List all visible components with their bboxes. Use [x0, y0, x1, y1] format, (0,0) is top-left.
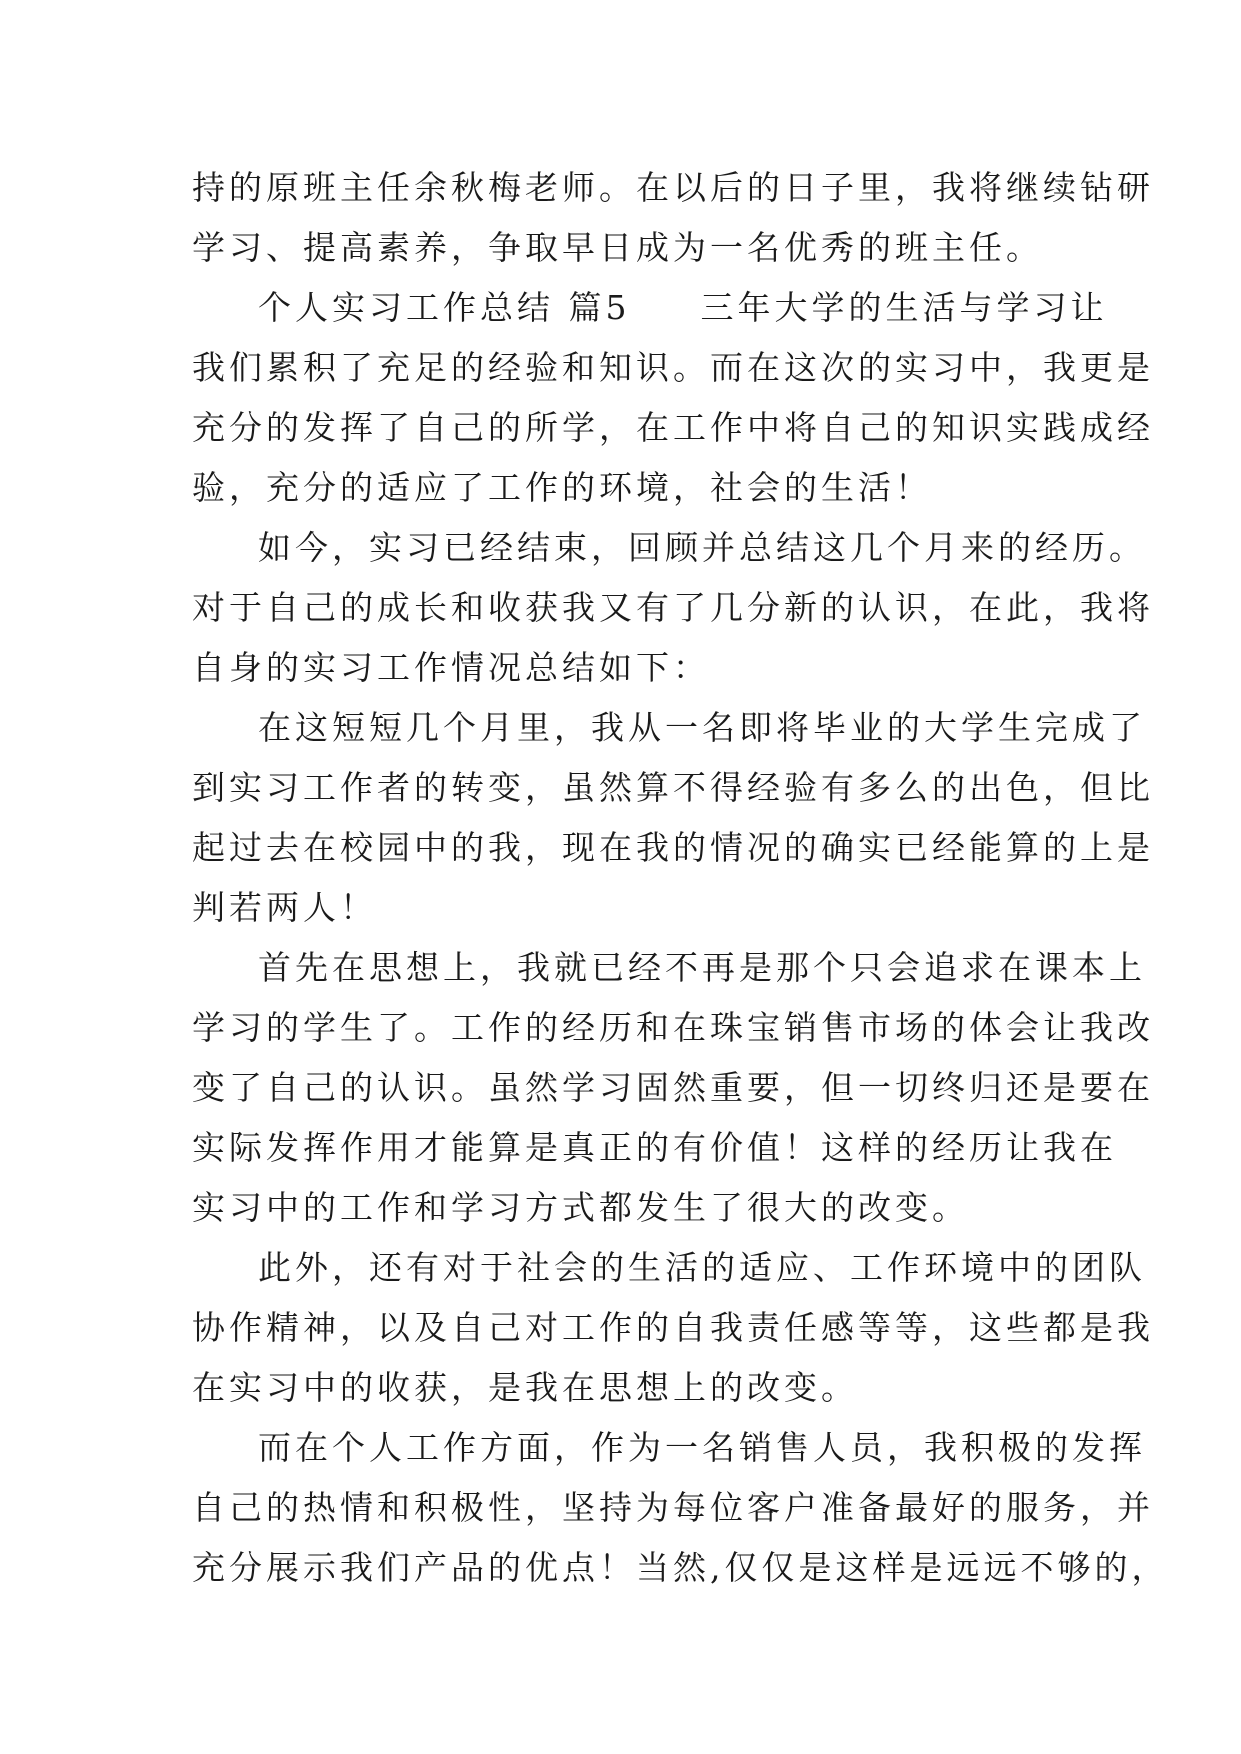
- section-heading-line: [192, 278, 1108, 338]
- text-line: 我们累积了充足的经验和知识。而在这次的实习中，我更是: [192, 348, 1154, 387]
- text-line: 首先在思想上，我就已经不再是那个只会追求在课本上: [258, 948, 1146, 987]
- text-line-tail: 三年大学的生活与学习让: [700, 288, 1108, 327]
- document-body: [192, 158, 1169, 1598]
- text-line: 对于自己的成长和收获我又有了几分新的认识，在此，我将: [192, 588, 1154, 627]
- text-line: 自身的实习工作情况总结如下：: [192, 648, 710, 687]
- text-line: 判若两人！: [192, 888, 377, 927]
- text-line: 实际发挥作用才能算是真正的有价值！这样的经历让我在: [192, 1128, 1117, 1167]
- text-line: 验，充分的适应了工作的环境，社会的生活！: [192, 468, 932, 507]
- text-line: 自己的热情和积极性，坚持为每位客户准备最好的服务，并: [192, 1488, 1154, 1527]
- text-line: 充分展示我们产品的优点！当然,仅仅是这样是远远不够的，: [192, 1548, 1169, 1587]
- text-line: 在这短短几个月里，我从一名即将毕业的大学生完成了: [258, 708, 1146, 747]
- text-line: 学习、提高素养，争取早日成为一名优秀的班主任。: [192, 228, 1043, 267]
- text-line: 学习的学生了。工作的经历和在珠宝销售市场的体会让我改: [192, 1008, 1154, 1047]
- text-line: 此外，还有对于社会的生活的适应、工作环境中的团队: [258, 1248, 1146, 1287]
- text-line: 在实习中的收获，是我在思想上的改变。: [192, 1368, 858, 1407]
- text-line: 实习中的工作和学习方式都发生了很大的改变。: [192, 1188, 969, 1227]
- text-line: 到实习工作者的转变，虽然算不得经验有多么的出色，但比: [192, 768, 1154, 807]
- text-line: 起过去在校园中的我，现在我的情况的确实已经能算的上是: [192, 828, 1154, 867]
- text-line: 而在个人工作方面，作为一名销售人员，我积极的发挥: [258, 1428, 1146, 1467]
- text-line: 如今，实习已经结束，回顾并总结这几个月来的经历。: [258, 528, 1146, 567]
- text-line: 变了自己的认识。虽然学习固然重要，但一切终归还是要在: [192, 1068, 1154, 1107]
- section-heading: 个人实习工作总结 篇5: [258, 288, 631, 327]
- text-line: 充分的发挥了自己的所学，在工作中将自己的知识实践成经: [192, 408, 1154, 447]
- text-line: 持的原班主任余秋梅老师。在以后的日子里，我将继续钻研: [192, 168, 1154, 207]
- text-line: 协作精神，以及自己对工作的自我责任感等等，这些都是我: [192, 1308, 1154, 1347]
